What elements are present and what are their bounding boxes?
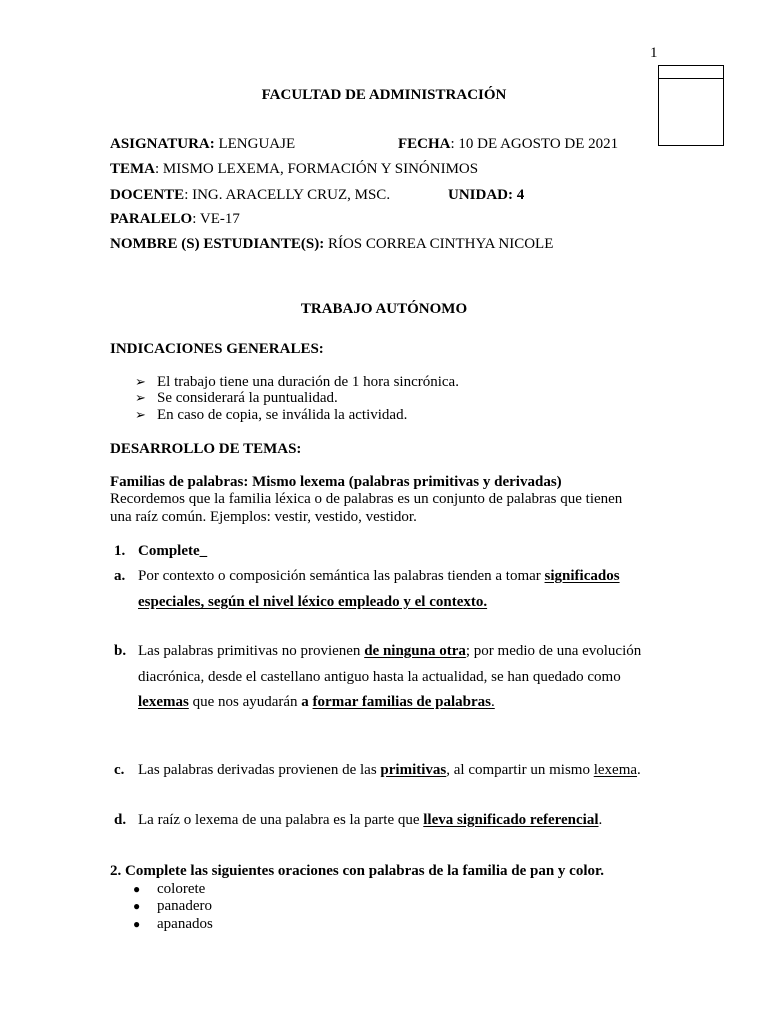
arrow-bullet-icon: ➢ [135,374,146,389]
work-title: TRABAJO AUTÓNOMO [300,301,468,317]
bullet-dot-icon: ● [133,882,141,896]
q1b-period: . [491,694,495,710]
faculty-title: FACULTAD DE ADMINISTRACIÓN [261,87,507,103]
topic-label: TEMA [110,161,155,177]
section1-title: Familias de palabras: Mismo lexema (palabras primitivas y derivadas) [110,474,562,490]
q1b-text2: ; por medio de una evolución [465,643,642,659]
instruction-item: En caso de copia, se inválida la actividad. [157,407,408,423]
q1d-letter: d. [114,812,127,828]
date-line [398,135,618,153]
topic-line [110,160,478,178]
q1b-answer2: lexemas [138,694,189,710]
section1-intro-line2: una raíz común. Ejemplos: vestir, vestido, vestidor. [110,509,417,525]
teacher-value: : ING. ARACELLY CRUZ, MSC. [184,187,391,203]
q1d-text2: . [598,812,603,828]
q1b-letter: b. [114,643,127,659]
teacher-label: DOCENTE [110,187,185,203]
q1d-answer: lleva significado referencial [423,812,599,828]
subject-label: ASIGNATURA: [110,136,215,152]
q1-number: 1. [114,543,126,559]
q2-item: panadero [157,898,212,914]
q1d-line [138,811,602,829]
students-label: NOMBRE (S) ESTUDIANTE(S): [110,236,325,252]
teacher-line [110,186,390,204]
bullet-dot-icon: ● [133,917,141,931]
unit-label: UNIDAD: 4 [448,187,525,203]
q1b-line1 [138,642,641,660]
date-value: : 10 DE AGOSTO DE 2021 [450,136,619,152]
students-value: RÍOS CORREA CINTHYA NICOLE [324,236,554,252]
date-label: FECHA [398,136,451,152]
group-value: : VE-17 [192,211,240,227]
subject-value: LENGUAJE [214,136,296,152]
group-label: PARALELO [110,211,193,227]
q1b-line2: diacrónica, desde el castellano antiguo hasta la actualidad, se han quedado como [138,669,621,685]
subject-line [110,135,295,153]
q1b-answer: de ninguna otra [364,643,466,659]
q1c-line [138,761,641,779]
q1a-line1 [138,567,620,585]
q1c-text3: . [637,762,641,778]
arrow-bullet-icon: ➢ [135,407,146,422]
instruction-item: Se considerará la puntualidad. [157,390,338,406]
q1-title: Complete_ [138,543,208,559]
q1d-text: La raíz o lexema de una palabra es la parte que [138,812,424,828]
q1c-text: Las palabras derivadas provienen de las [138,762,381,778]
q1c-answer2: lexema [593,762,638,778]
grade-box-divider [659,78,723,79]
q1c-text2: , al compartir un mismo [446,762,594,778]
q1b-line3 [138,693,495,711]
page-number: 1 [650,45,658,61]
q1b-text3: que nos ayudarán [188,694,302,710]
q1b-text: Las palabras primitivas no provienen [138,643,365,659]
q2-item: apanados [157,916,213,932]
q1c-letter: c. [114,762,125,778]
q2-title: 2. Complete las siguientes oraciones con palabras de la familia de pan y color. [110,863,605,879]
q1a-answer-line2: especiales, según el nivel léxico empleado y el contexto. [138,594,488,610]
grade-box [658,65,724,146]
q1a-text: Por contexto o composición semántica las palabras tienden a tomar [138,568,545,584]
topic-value: : MISMO LEXEMA, FORMACIÓN Y SINÓNIMOS [155,161,479,177]
q1a-letter: a. [114,568,126,584]
group-line [110,210,240,228]
q1b-bold: a [301,694,313,710]
q1a-answer: significados [544,568,620,584]
q1c-answer: primitivas [380,762,447,778]
instruction-item: El trabajo tiene una duración de 1 hora sincrónica. [157,374,459,390]
students-line [110,235,553,253]
q1b-answer3: formar familias de palabras [312,694,492,710]
instructions-heading: INDICACIONES GENERALES: [110,341,324,357]
q2-item: colorete [157,881,206,897]
bullet-dot-icon: ● [133,899,141,913]
section1-intro-line1: Recordemos que la familia léxica o de palabras es un conjunto de palabras que tienen [110,491,623,507]
development-heading: DESARROLLO DE TEMAS: [110,441,302,457]
arrow-bullet-icon: ➢ [135,390,146,405]
